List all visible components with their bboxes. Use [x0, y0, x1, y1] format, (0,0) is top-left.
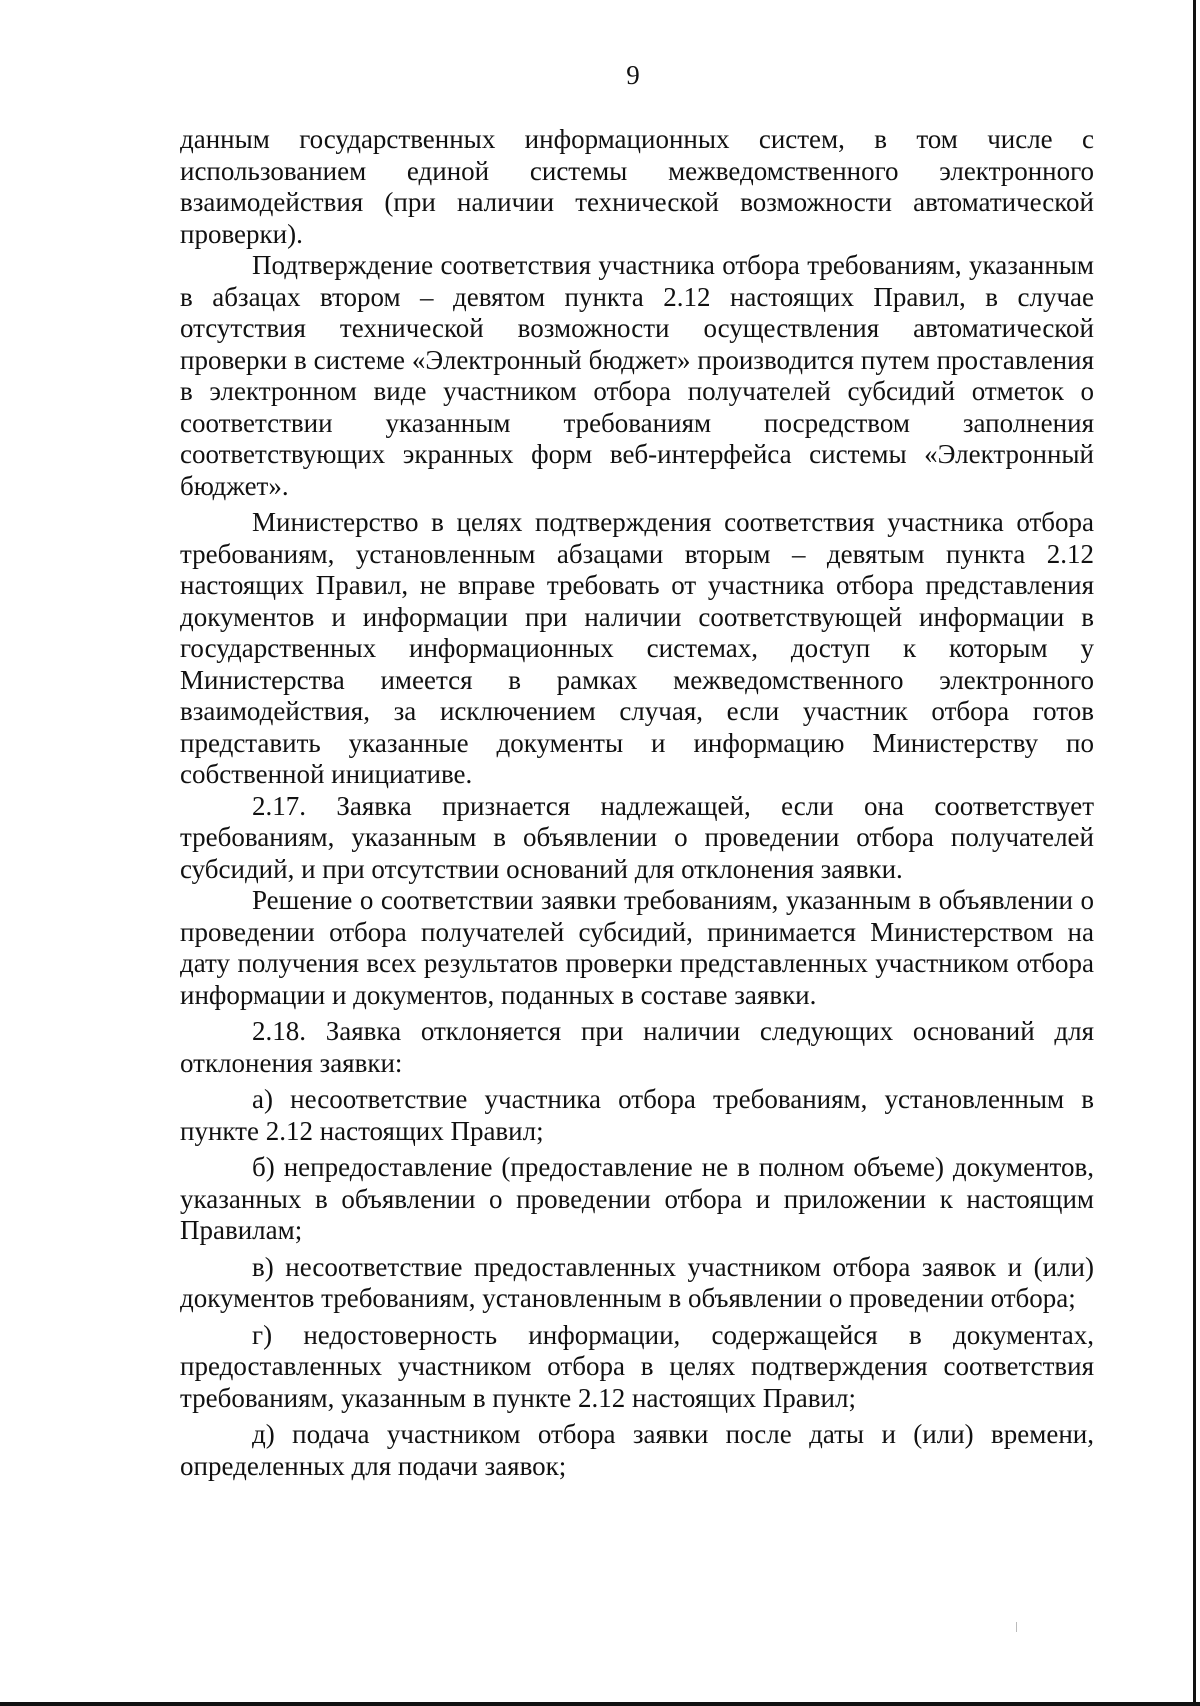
scan-speck [1016, 1622, 1017, 1632]
scan-border-bottom [0, 1702, 1200, 1706]
paragraph-2-17: 2.17. Заявка признается надлежащей, если она соответствует требованиям, указанным в объявлении о проведении отбора получателей субсидий, и при отсутствии оснований для отклонения заявки. [180, 790, 1094, 884]
list-item-d: д) подача участником отбора заявки после даты и (или) времени, определенных для подачи заявок; [180, 1419, 1094, 1481]
list-item-b: б) непредоставление (предоставление не в полном объеме) документов, указанных в объявлении о проведении отбора и приложении к настоящим Правилам; [180, 1152, 1094, 1245]
paragraph-ministry-rights: Министерство в целях подтверждения соответствия участника отбора требованиям, установленным абзацами вторым – девятым пункта 2.12 настоящих Правил, не вправе требовать от участника отбора представления документов и информации при наличии соответствующей информации в государственных информационных системах, доступ к которым у Министерства имеется в рамках межведомственного электронного взаимодействия, за исключением случая, если участник отбора готов представить указанные документы и информацию Министерству по собственной инициативе. [180, 507, 1094, 789]
page-number: 9 [626, 60, 640, 90]
document-body [180, 124, 1094, 1482]
paragraph-decision: Решение о соответствии заявки требованиям, указанным в объявлении о проведении отбора получателей субсидий, принимается Министерством на дату получения всех результатов проверки представленных участником отбора информации и документов, поданных в составе заявки. [180, 885, 1094, 1010]
paragraph-continuation: данным государственных информационных систем, в том числе с использованием единой системы межведомственного электронного взаимодействия (при наличии технической возможности автоматической проверки). [180, 124, 1094, 249]
list-item-v: в) несоответствие предоставленных участником отбора заявок и (или) документов требованиям, установленным в объявлении о проведении отбора; [180, 1251, 1094, 1313]
list-item-a: а) несоответствие участника отбора требованиям, установленным в пункте 2.12 настоящих Правил; [180, 1084, 1094, 1146]
scan-border-right [1193, 0, 1196, 1706]
paragraph-confirmation-electronic-budget: Подтверждение соответствия участника отбора требованиям, указанным в абзацах втором – девятом пункта 2.12 настоящих Правил, в случае отсутствия технической возможности осуществления автоматической проверки в системе «Электронный бюджет» производится путем проставления в электронном виде участником отбора получателей субсидий отметок о соответствии указанным требованиям посредством заполнения соответствующих экранных форм веб-интерфейса системы «Электронный бюджет». [180, 250, 1094, 501]
paragraph-2-18: 2.18. Заявка отклоняется при наличии следующих оснований для отклонения заявки: [180, 1016, 1094, 1078]
list-item-g: г) недостоверность информации, содержащейся в документах, предоставленных участником отбора в целях подтверждения соответствия требованиям, указанным в пункте 2.12 настоящих Правил; [180, 1319, 1094, 1413]
